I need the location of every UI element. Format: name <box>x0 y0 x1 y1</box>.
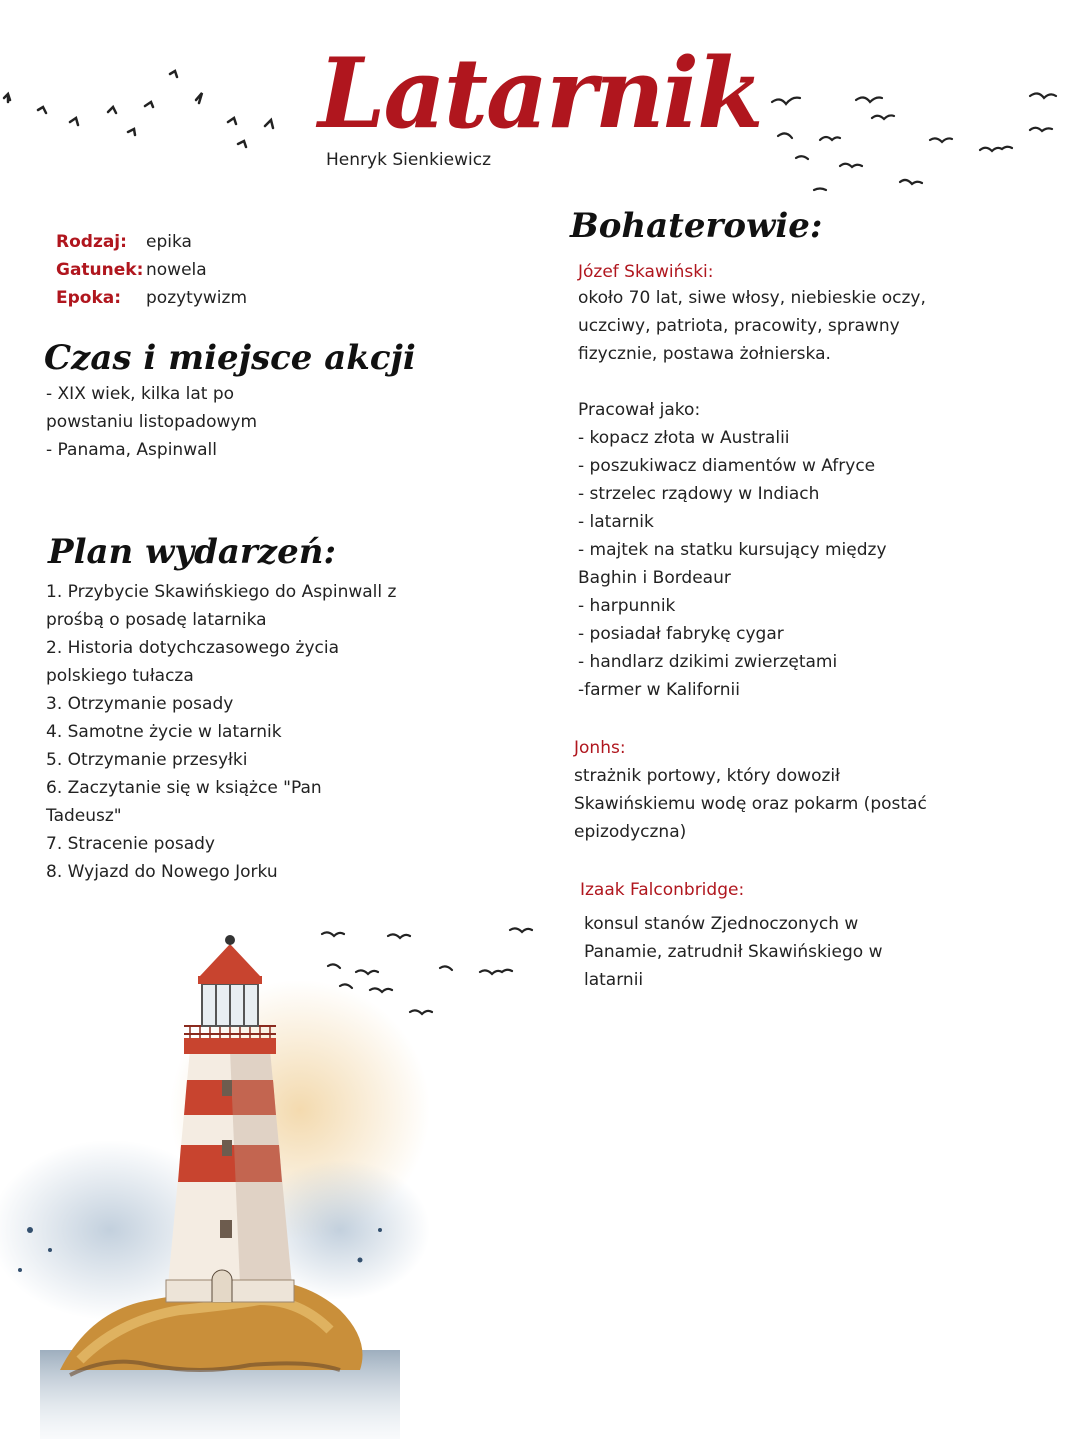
bird-flock-top-left <box>0 60 300 160</box>
meta-key: Rodzaj: <box>56 232 127 252</box>
plan-line: 4. Samotne życie w latarnik <box>46 722 282 742</box>
text-line: latarnii <box>584 970 644 990</box>
job-line: Baghin i Bordeaur <box>578 568 731 588</box>
hero-name: Józef Skawiński: <box>578 262 714 282</box>
hero-name: Jonhs: <box>574 738 626 758</box>
author: Henryk Sienkiewicz <box>326 150 491 170</box>
hero-falconbridge <box>580 876 744 904</box>
bird-flock-top-right <box>760 80 1070 200</box>
text-line: uczciwy, patriota, pracowity, sprawny <box>578 316 900 336</box>
job-line: - handlarz dzikimi zwierzętami <box>578 652 838 672</box>
text-line: około 70 lat, siwe włosy, niebieskie oczy, <box>578 288 926 308</box>
hero-skawinski-jobs <box>578 396 887 704</box>
plan-list <box>46 578 396 886</box>
hero-name: Izaak Falconbridge: <box>580 880 745 900</box>
plan-line: polskiego tułacza <box>46 666 194 686</box>
time-place-text <box>46 380 257 464</box>
meta-row-genre <box>56 256 247 284</box>
hero-skawinski <box>578 258 714 286</box>
hero-falconbridge-description <box>584 910 882 994</box>
text-line: konsul stanów Zjednoczonych w <box>584 914 859 934</box>
job-line: - posiadał fabrykę cygar <box>578 624 784 644</box>
text-line: fizycznie, postawa żołnierska. <box>578 344 831 364</box>
plan-line: 8. Wyjazd do Nowego Jorku <box>46 862 278 882</box>
meta-key: Epoka: <box>56 288 122 308</box>
text-line: Skawińskiemu wodę oraz pokarm (postać <box>574 794 927 814</box>
time-place-heading: Czas i miejsce akcji <box>44 338 416 378</box>
job-line: - harpunnik <box>578 596 676 616</box>
jobs-label: Pracował jako: <box>578 400 701 420</box>
meta-key: Gatunek: <box>56 260 144 280</box>
hero-jonhs <box>574 734 927 846</box>
job-line: - kopacz złota w Australii <box>578 428 790 448</box>
heroes-heading: Bohaterowie: <box>570 206 823 246</box>
job-line: - strzelec rządowy w Indiach <box>578 484 820 504</box>
meta-row-epoch <box>56 284 247 312</box>
text-line: - XIX wiek, kilka lat po <box>46 384 235 404</box>
job-line: -farmer w Kalifornii <box>578 680 740 700</box>
text-line: strażnik portowy, który dowoził <box>574 766 840 786</box>
plan-line: 5. Otrzymanie przesyłki <box>46 750 248 770</box>
meta-value: nowela <box>146 260 207 280</box>
plan-line: 2. Historia dotychczasowego życia <box>46 638 340 658</box>
meta-row-genre-type <box>56 228 247 256</box>
plan-line: 6. Zaczytanie się w książce "Pan <box>46 778 322 798</box>
hero-skawinski-description <box>578 284 926 368</box>
plan-line: 1. Przybycie Skawińskiego do Aspinwall z <box>46 582 397 602</box>
text-line: epizodyczna) <box>574 822 687 842</box>
job-line: - poszukiwacz diamentów w Afryce <box>578 456 876 476</box>
plan-line: Tadeusz" <box>46 806 122 826</box>
plan-line: 3. Otrzymanie posady <box>46 694 234 714</box>
plan-heading: Plan wydarzeń: <box>48 532 337 572</box>
text-line: powstaniu listopadowym <box>46 412 258 432</box>
page-title: Latarnik <box>318 37 762 150</box>
plan-line: prośbą o posadę latarnika <box>46 610 267 630</box>
text-line: Panamie, zatrudnił Skawińskiego w <box>584 942 883 962</box>
meta-value: epika <box>146 232 192 252</box>
meta-value: pozytywizm <box>146 288 248 308</box>
job-line: - latarnik <box>578 512 654 532</box>
text-line: - Panama, Aspinwall <box>46 440 217 460</box>
job-line: - majtek na statku kursujący między <box>578 540 887 560</box>
plan-line: 7. Stracenie posady <box>46 834 215 854</box>
lighthouse-illustration <box>0 930 440 1439</box>
work-info <box>56 228 247 312</box>
